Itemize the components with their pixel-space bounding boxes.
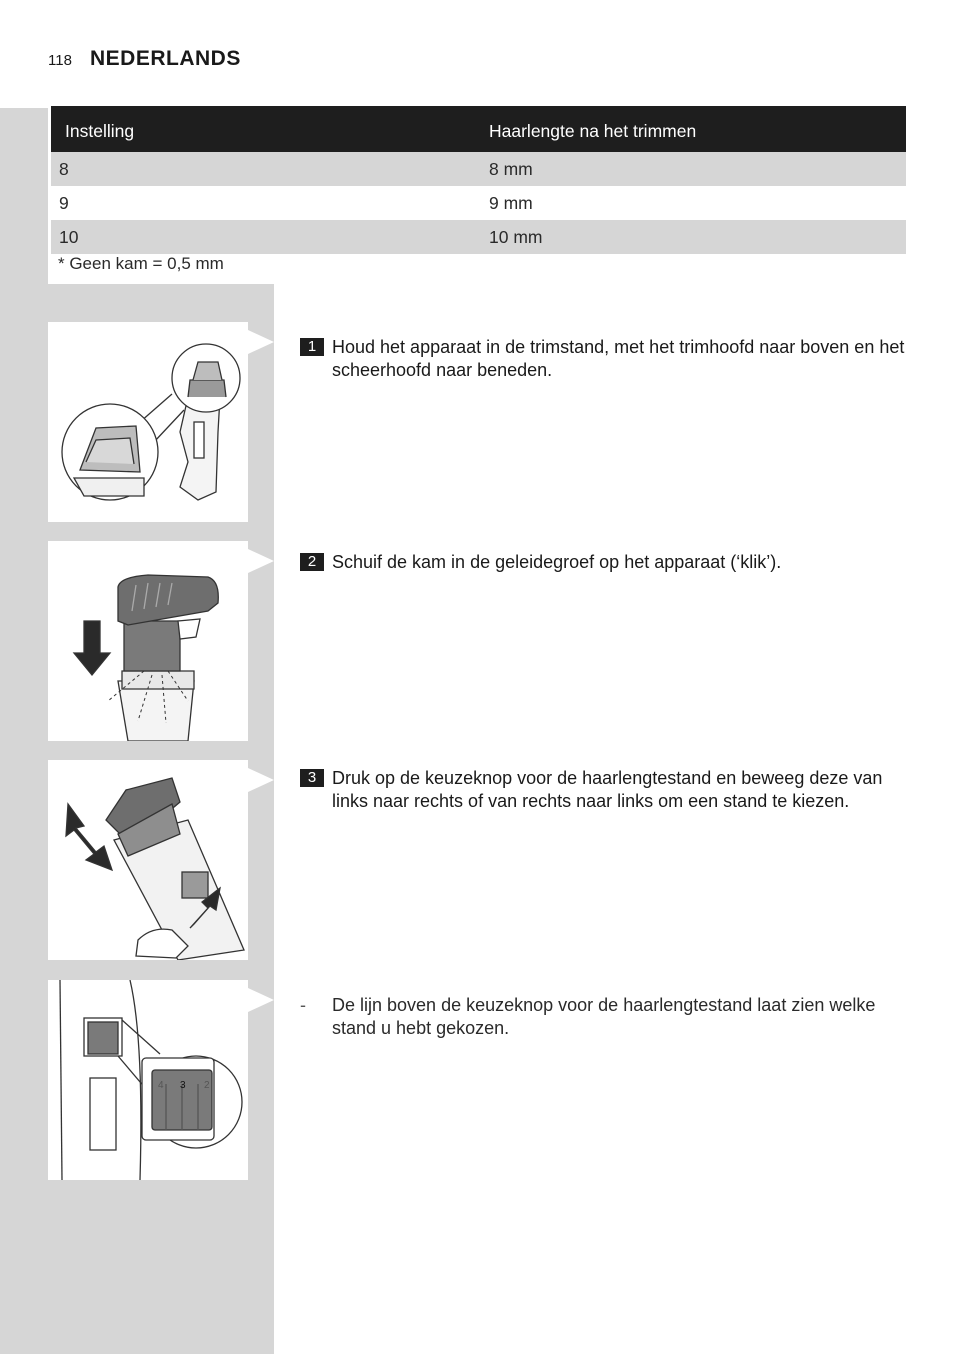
- step-1: [300, 336, 906, 382]
- step-number: 3: [300, 769, 324, 787]
- figure-label: 3: [180, 1080, 186, 1091]
- section-title: NEDERLANDS: [90, 47, 241, 70]
- table-cell: 10 mm: [479, 220, 906, 254]
- table-footnote: * Geen kam = 0,5 mm: [58, 254, 224, 273]
- step-text: Houd het apparaat in de trimstand, met het trimhoofd naar boven en het scheerhoofd naar beneden.: [332, 337, 905, 380]
- comb-attach-illustration: [48, 541, 248, 741]
- table-row: [51, 186, 906, 220]
- figure-select-setting: [48, 760, 248, 960]
- figure-pointer: [248, 768, 274, 792]
- figure-pointer: [248, 330, 274, 354]
- table-cell: 9 mm: [489, 192, 533, 213]
- settings-table: [51, 106, 906, 254]
- table-cell: 10: [51, 220, 479, 254]
- bullet-text: De lijn boven de keuzeknop voor de haarlengtestand laat zien welke stand u hebt gekozen.: [332, 995, 876, 1038]
- figure-setting-line: [48, 980, 248, 1180]
- step-3: [300, 767, 906, 813]
- page-number: 118: [48, 52, 72, 69]
- column-header-setting: Instelling: [51, 106, 479, 152]
- figure-pointer: [248, 988, 274, 1012]
- bullet-note: [300, 994, 906, 1040]
- figure-pointer: [248, 549, 274, 573]
- figure-label: 4: [158, 1080, 164, 1091]
- bullet-marker: -: [300, 995, 306, 1015]
- table-row: [51, 220, 906, 254]
- setting-selector-illustration: [48, 760, 248, 960]
- setting-line-illustration: [48, 980, 248, 1180]
- figure-label: 2: [204, 1080, 210, 1091]
- step-2: [300, 551, 906, 574]
- figure-trim-position: [48, 322, 248, 522]
- table-header-row: [51, 106, 906, 152]
- step-number: 1: [300, 338, 324, 356]
- column-header-hair-length: Haarlengte na het trimmen: [479, 106, 906, 152]
- trimmer-trim-position-illustration: [48, 322, 248, 522]
- table-cell: 8: [51, 152, 479, 186]
- step-text: Druk op de keuzeknop voor de haarlengtestand en beweeg deze van links naar rechts of van rechts naar links om een stand te kiezen.: [332, 768, 883, 811]
- table-cell: 9: [59, 192, 69, 213]
- step-text: Schuif de kam in de geleidegroef op het apparaat (‘klik’).: [332, 552, 782, 572]
- table-cell: 8 mm: [479, 152, 906, 186]
- table-row: [51, 152, 906, 186]
- step-number: 2: [300, 553, 324, 571]
- figure-attach-comb: [48, 541, 248, 741]
